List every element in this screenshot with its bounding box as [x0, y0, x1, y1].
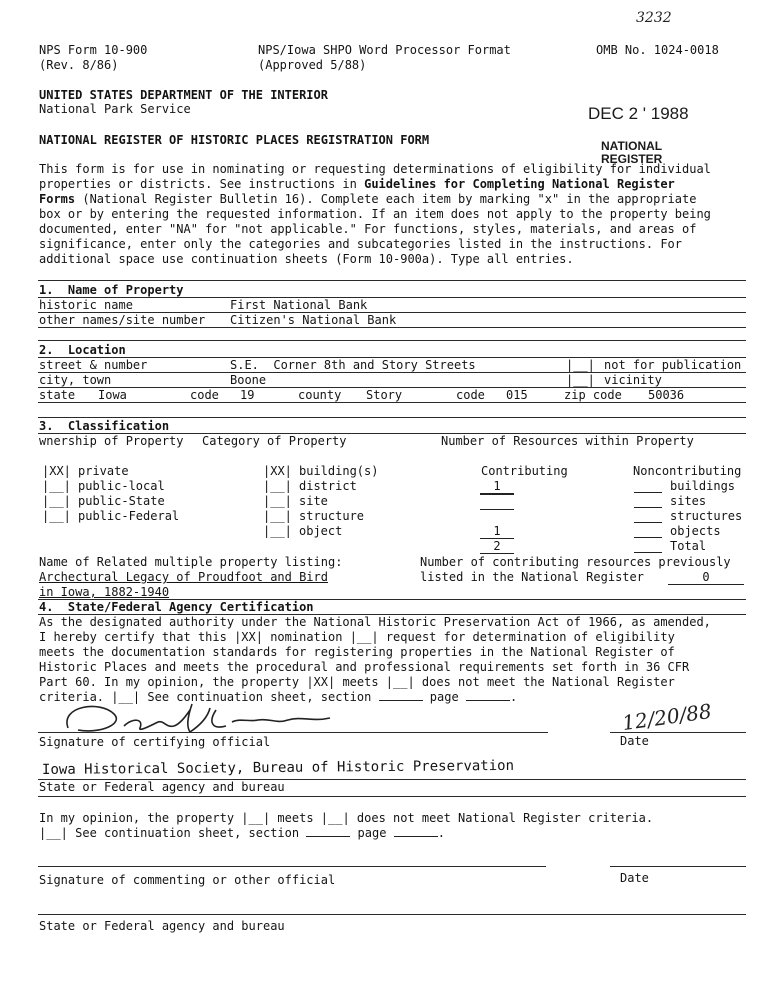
signature-label: Signature of certifying official	[39, 735, 271, 749]
form-title: NATIONAL REGISTER OF HISTORIC PLACES REGISTRATION FORM	[39, 133, 430, 147]
stamp-national: NATIONAL	[601, 139, 663, 153]
historic-name-value[interactable]: First National Bank	[230, 298, 368, 312]
ownership-public-local-checkbox[interactable]: |__|	[42, 479, 71, 493]
nomination-checkbox[interactable]: |XX|	[234, 630, 263, 644]
objects-label: objects	[670, 524, 721, 538]
rule	[38, 340, 746, 341]
noncontributing-sites[interactable]	[634, 494, 662, 508]
opinion-continuation-line: |__| See continuation sheet, section page .	[39, 826, 445, 840]
state-code-label: code	[190, 388, 219, 402]
instructions-line: additional space use continuation sheets (Form 10-900a). Type all entries.	[39, 252, 574, 266]
page-blank-2[interactable]	[394, 836, 438, 837]
agency-label: State or Federal agency and bureau	[39, 780, 285, 794]
other-names-value[interactable]: Citizen's National Bank	[230, 313, 397, 327]
state-value[interactable]: Iowa	[98, 388, 127, 402]
signature-line	[38, 732, 548, 733]
omb-number: OMB No. 1024-0018	[596, 43, 719, 57]
related-listing-label: Name of Related multiple property listing:	[39, 555, 343, 569]
approved-note: (Approved 5/88)	[258, 58, 367, 72]
city-value[interactable]: Boone	[230, 373, 267, 387]
format-note: NPS/Iowa SHPO Word Processor Format	[258, 43, 511, 57]
category-structure-checkbox[interactable]: |__|	[263, 509, 292, 523]
contributing-buildings[interactable]: 1	[480, 479, 514, 494]
contributing-objects[interactable]: 1	[480, 524, 514, 539]
ownership-public-state-label: public-State	[78, 494, 165, 508]
contributing-sites[interactable]	[480, 494, 514, 495]
not-for-publication-label: not for publication	[604, 358, 742, 372]
noncontributing-objects[interactable]	[634, 524, 662, 538]
previously-listed-value[interactable]: 0	[668, 570, 744, 585]
request-checkbox[interactable]: |__|	[349, 630, 379, 644]
vicinity-checkbox[interactable]: |__|	[566, 373, 595, 387]
section2-heading: 2. Location	[39, 343, 126, 357]
rule	[38, 327, 746, 328]
county-value[interactable]: Story	[366, 388, 403, 402]
previously-listed-label: Number of contributing resources previously	[420, 555, 731, 569]
ownership-private-label: private	[78, 464, 129, 478]
category-building-label: building(s)	[299, 464, 379, 478]
category-district-label: district	[299, 479, 357, 493]
total-label: Total	[670, 539, 707, 553]
handwritten-number: 3232	[636, 10, 672, 26]
noncontributing-total[interactable]	[634, 539, 662, 553]
cert-line: Historic Places and meets the procedural and professional requirements set forth in 36 CFR	[39, 660, 690, 674]
service: National Park Service	[39, 102, 191, 116]
instructions-line: significance, enter only the categories and subcategories listed in the instructions. For	[39, 237, 682, 251]
rule	[38, 297, 746, 298]
section-blank-2[interactable]	[306, 836, 350, 837]
state-code-value[interactable]: 19	[240, 388, 255, 402]
signature-image	[40, 696, 360, 740]
rule	[38, 402, 746, 403]
resources-header: Number of Resources within Property	[441, 434, 694, 448]
stamp-register: REGISTER	[601, 152, 663, 166]
ownership-public-federal-checkbox[interactable]: |__|	[42, 509, 71, 523]
form-id: NPS Form 10-900	[39, 43, 148, 57]
category-site-checkbox[interactable]: |__|	[263, 494, 292, 508]
opinion-line: In my opinion, the property |__| meets |__| does not meet National Register criteria.	[39, 811, 654, 825]
ownership-public-local-label: public-local	[78, 479, 165, 493]
contributing-total[interactable]: 2	[480, 539, 514, 554]
category-building-checkbox[interactable]: |XX|	[263, 464, 292, 478]
instructions-line: Forms (National Register Bulletin 16). Complete each item by marking "x" in the appropriate	[39, 192, 697, 206]
does-not-meet-checkbox[interactable]: |__|	[385, 675, 415, 689]
related-listing-value-cont[interactable]: in Iowa, 1882-1940	[39, 585, 170, 599]
contributing-header: Contributing	[481, 464, 568, 478]
category-district-checkbox[interactable]: |__|	[263, 479, 292, 493]
date2-line	[610, 866, 746, 867]
cert-line: Part 60. In my opinion, the property |XX| meets |__| does not meet the National Register	[39, 675, 675, 689]
instructions-line: properties or districts. See instructions in Guidelines for Completing National Register	[39, 177, 675, 191]
instructions-line: This form is for use in nominating or requesting determinations of eligibility for individual	[39, 162, 711, 176]
county-code-value[interactable]: 015	[506, 388, 528, 402]
cert-line: I hereby certify that this |XX| nomination |__| request for determination of eligibility	[39, 630, 675, 644]
street-label: street & number	[39, 358, 148, 372]
meets-checkbox[interactable]: |XX|	[306, 675, 336, 689]
category-object-label: object	[299, 524, 343, 538]
rule	[38, 417, 746, 418]
ownership-public-state-checkbox[interactable]: |__|	[42, 494, 71, 508]
opinion-continuation-checkbox[interactable]: |__|	[39, 826, 68, 840]
category-object-checkbox[interactable]: |__|	[263, 524, 292, 538]
section4-heading: 4. State/Federal Agency Certification	[39, 600, 314, 614]
vicinity-label: vicinity	[604, 373, 662, 387]
category-site-label: site	[299, 494, 328, 508]
noncontributing-buildings[interactable]	[634, 479, 662, 493]
previously-listed-label-cont: listed in the National Register	[420, 570, 644, 584]
department: UNITED STATES DEPARTMENT OF THE INTERIOR	[39, 88, 328, 102]
section-blank[interactable]	[379, 700, 423, 701]
rule	[38, 280, 746, 281]
noncontributing-header: Noncontributing	[633, 464, 742, 478]
instructions-line: documented, enter "NA" for "not applicable." For functions, styles, materials, and areas of	[39, 222, 697, 236]
county-label: county	[298, 388, 342, 402]
related-listing-value[interactable]: Archectural Legacy of Proudfoot and Bird	[39, 570, 328, 584]
date-line	[610, 732, 746, 733]
zip-label: zip code	[564, 388, 622, 402]
contributing-structures[interactable]	[480, 509, 514, 510]
opinion-does-not-meet-checkbox[interactable]: |__|	[320, 811, 350, 825]
date-label: Date	[620, 734, 649, 748]
date2-label: Date	[620, 871, 649, 885]
cert-line: meets the documentation standards for registering properties in the National Register of	[39, 645, 675, 659]
page-blank[interactable]	[466, 700, 510, 701]
form-rev: (Rev. 8/86)	[39, 58, 119, 72]
street-value[interactable]: S.E. Corner 8th and Story Streets	[230, 358, 476, 372]
cert-date-value[interactable]: 12/20/88	[620, 698, 714, 736]
state-label: state	[39, 388, 76, 402]
agency-value[interactable]: Iowa Historical Society, Bureau of Historic Preservation	[41, 757, 515, 778]
historic-name-label: historic name	[39, 298, 133, 312]
noncontributing-structures[interactable]	[634, 509, 662, 523]
ownership-public-federal-label: public-Federal	[78, 509, 180, 523]
received-date-stamp: DEC 2 ' 1988	[588, 104, 689, 123]
opinion-meets-checkbox[interactable]: |__|	[241, 811, 271, 825]
other-names-label: other names/site number	[39, 313, 206, 327]
ownership-private-checkbox[interactable]: |XX|	[42, 464, 71, 478]
section1-heading: 1. Name of Property	[39, 283, 184, 297]
cert-line: As the designated authority under the National Historic Preservation Act of 1966, as amended,	[39, 615, 711, 629]
commenting-signature-line	[38, 866, 546, 867]
buildings-label: buildings	[670, 479, 736, 493]
rule	[38, 796, 746, 797]
rule	[38, 914, 746, 915]
agency2-label: State or Federal agency and bureau	[39, 919, 285, 933]
county-code-label: code	[456, 388, 485, 402]
city-label: city, town	[39, 373, 112, 387]
not-for-publication-checkbox[interactable]: |__|	[566, 358, 595, 372]
commenting-signature-label: Signature of commenting or other official	[39, 873, 336, 887]
instructions-line: box or by entering the requested information. If an item does not apply to the property being	[39, 207, 711, 221]
section3-heading: 3. Classification	[39, 419, 170, 433]
continuation-checkbox[interactable]: |__|	[111, 690, 141, 704]
category-structure-label: structure	[299, 509, 365, 523]
structures-label: structures	[670, 509, 743, 523]
zip-value[interactable]: 50036	[648, 388, 685, 402]
sites-label: sites	[670, 494, 707, 508]
ownership-header: wnership of Property	[39, 434, 184, 448]
category-header: Category of Property	[202, 434, 347, 448]
cert-line: criteria. |__| See continuation sheet, section page .	[39, 690, 518, 704]
